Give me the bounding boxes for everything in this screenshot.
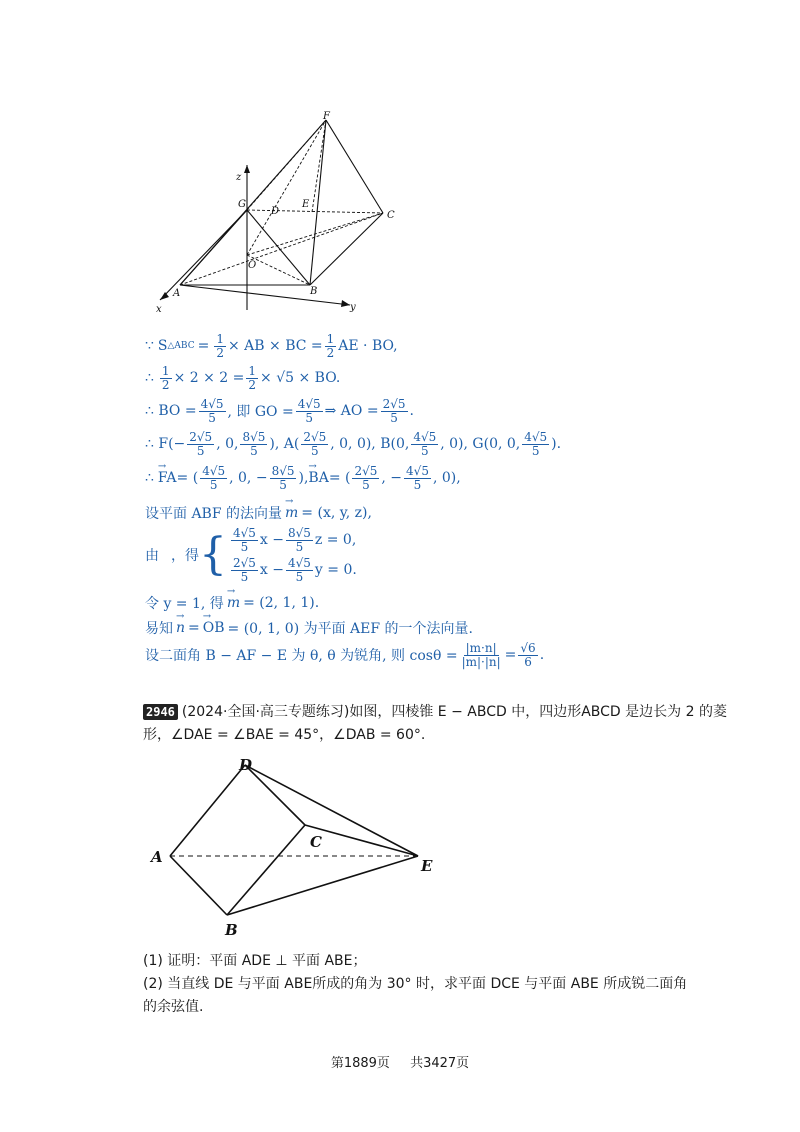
sol-line-10: 设二面角 B − AF − E 为 θ, θ 为锐角, 则 cosθ = $\frac{|m\cdot n|}{|m|\cdot|n|}$ = $\frac{√6}{6}$ . [145, 641, 545, 669]
edge-GA [180, 210, 247, 285]
figure-1-3d-diagram [140, 110, 400, 315]
label-A2: A [151, 848, 163, 866]
question-2-line-1: (2) 当直线 DE 与平面 ABE所成的角为 30° 时，求平面 DCE 与平面 ABE 所成锐二面角 [143, 976, 688, 992]
sol-line-4: ∴ F(− $\frac{2√5}{5}$ , 0, $\frac{8√5}{5}$ ), A( $\frac{2√5}{5}$ , 0, 0), B(0, $\frac{4√5}{5}$ , 0), G(0, 0, $\frac{4√5}{5}$ ). [145, 430, 562, 458]
label-D2: D [239, 756, 253, 774]
sol-line-3: ∴ BO = $\frac{4√5}{5}$ , 即 GO = $\frac{4√5}{5}$ ⇒ AO = $\frac{2√5}{5}$ . [145, 397, 414, 425]
edge-GB [247, 210, 310, 285]
label-F: F [323, 111, 330, 122]
problem-line-2: 形，∠DAE = ∠BAE = 45°，∠DAB = 60°. [143, 727, 426, 743]
label-G: G [238, 199, 246, 210]
sol-line-9: 易知 → n = → OB = (0, 1, 0) 为平面 AEF 的一个法向量. [145, 618, 473, 638]
sol-line-8: 令 y = 1, 得 → m = (2, 1, 1). [145, 593, 319, 613]
label-A: A [173, 288, 181, 299]
edge-BC [310, 213, 383, 285]
label-C: C [387, 210, 395, 221]
label-x: x [156, 304, 162, 315]
figure-2-pyramid [145, 755, 445, 940]
y-axis-partial [180, 285, 350, 305]
page-number: 第1889页 [330, 1056, 390, 1071]
sol-line-2: ∴ $\frac{1}{2}$ × 2 × 2 = $\frac{1}{2}$ × √5 × BO. [145, 364, 341, 392]
label-B: B [310, 286, 318, 297]
problem-line-1: 2946 (2024·全国·高三专题练习)如图，四棱锥 E − ABCD 中，四边形ABCD 是边长为 2 的菱 [143, 701, 727, 721]
label-B2: B [225, 921, 238, 939]
page-footer [0, 1052, 800, 1071]
label-D: D [271, 206, 280, 217]
sol-line-1: ∵ S △ABC = $\frac{1}{2}$ × AB × BC = $\frac{1}{2}$ AE · BO, [145, 332, 398, 360]
edge-BF [310, 120, 326, 285]
sol-line-6: 设平面 ABF 的法向量 → m = (x, y, z), [145, 503, 372, 523]
label-E2: E [421, 857, 433, 875]
label-C2: C [310, 833, 322, 851]
question-1: (1) 证明：平面 ADE ⊥ 平面 ABE； [143, 953, 367, 969]
label-E: E [302, 199, 310, 210]
question-2-line-2: 的余弦值. [143, 999, 204, 1015]
problem-number-badge: 2946 [143, 704, 178, 720]
label-z: z [236, 172, 242, 183]
edge-CF [326, 120, 383, 213]
dashed-GC [247, 210, 383, 213]
sol-line-7-system: 由 ，得 { $\frac{4√5}{5}$ x − $\frac{8√5}{5}$ z = 0, $\frac{2√5}{5}$ x − $\frac{4√5}{5}$ y = 0. [145, 526, 357, 584]
total-pages: 共3427页 [410, 1056, 470, 1071]
label-O: O [248, 260, 257, 271]
label-y: y [350, 302, 356, 313]
sol-line-5: ∴ → FA = ( $\frac{4√5}{5}$ , 0, − $\frac{8√5}{5}$ ), → BA = ( $\frac{2√5}{5}$ , − $\frac{4√5}{5}$ , 0), [145, 465, 461, 491]
